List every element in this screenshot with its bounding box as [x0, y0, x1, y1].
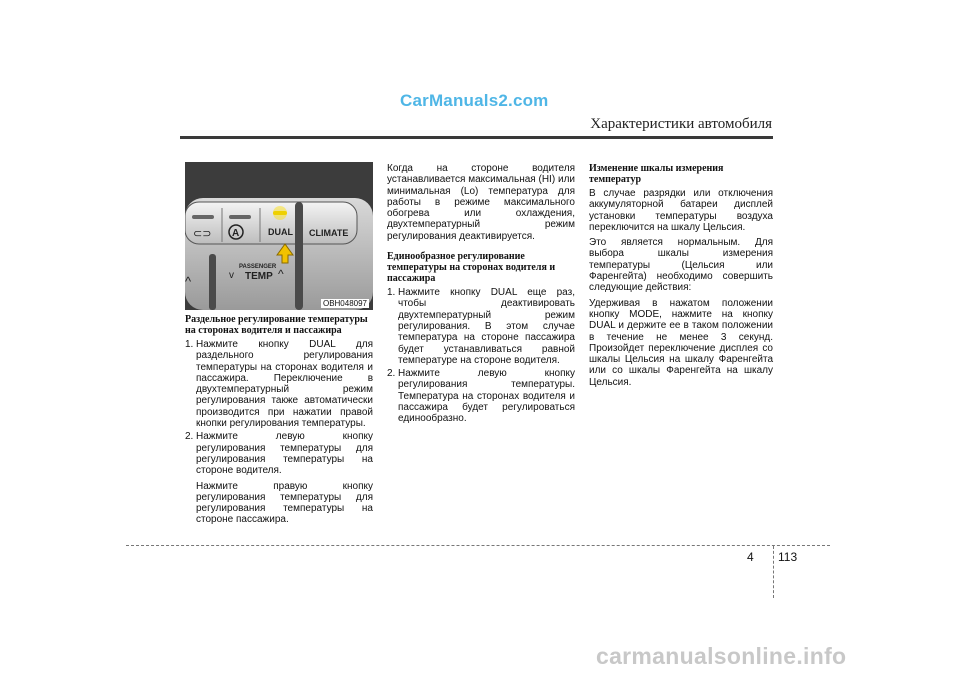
list-item — [185, 431, 373, 476]
list-item — [387, 287, 575, 366]
list-item-subparagraph: Нажмите правую кнопку регулирования температуры для регулирования температуры на стороне пассажира. — [196, 480, 373, 526]
heading-separate-temperature: Раздельное регулирование температуры на сторонах водителя и пассажира — [185, 314, 368, 336]
footer-rule — [126, 545, 830, 546]
list-item — [185, 339, 373, 429]
heading-uniform-temperature: Единообразное регулирование температуры на сторонах водителя и пассажира — [387, 251, 556, 285]
svg-text:⊂⊃: ⊂⊃ — [193, 228, 212, 240]
climate-panel-illustration — [185, 162, 373, 310]
dual-label: DUAL — [268, 227, 293, 237]
list-item-number: 1. — [185, 339, 194, 350]
temp-label: TEMP — [245, 271, 273, 282]
chapter-number: 4 — [747, 550, 754, 564]
watermark-bottom: carmanualsonline.info — [596, 643, 847, 669]
paragraph: Это является нормальным. Для выбора шкалы измерения температуры (Цельсия или Фаренгейта) необходимо совершить следующие действия: — [589, 237, 773, 294]
heading-temperature-scale: Изменение шкалы измерения температур — [589, 163, 724, 185]
column-1 — [185, 162, 373, 526]
list-item-number: 1. — [387, 287, 396, 299]
climate-label: CLIMATE — [309, 228, 349, 238]
column-3 — [589, 163, 773, 392]
passenger-label: PASSENGER — [239, 264, 277, 270]
list-item-number: 2. — [185, 431, 194, 443]
svg-text:v: v — [229, 270, 234, 281]
list-item-text: Нажмите левую кнопку регулирования температуры. Температура на сторонах водителя и пассажира будет регулироваться единообразно. — [398, 368, 575, 425]
header-rule — [180, 136, 773, 139]
footer-divider — [773, 546, 774, 598]
paragraph: Удерживая в нажатом положении кнопку MODE, нажмите на кнопку DUAL и держите ее в таком положении в течение не менее 3 секунд. Произойдет переключение дисплея со шкалы Цельсия на шкалу Фаренгейта или со шкалы Фаренгейта на шкалу Цельсия. — [589, 297, 773, 388]
figure-code: OBH048097 — [322, 299, 367, 308]
climate-control-figure — [185, 162, 373, 310]
watermark-top: CarManuals2.com — [400, 91, 549, 110]
list-item-number: 2. — [387, 368, 396, 380]
list-item — [387, 368, 575, 424]
svg-text:^: ^ — [185, 274, 192, 289]
svg-text:A: A — [232, 228, 240, 239]
list-item-text: Нажмите левую кнопку регулирования температуры для регулирования температуры на стороне водителя. — [196, 431, 373, 477]
column-2 — [387, 163, 575, 427]
section-title: Характеристики автомобиля — [590, 116, 772, 132]
list-item-text: Нажмите кнопку DUAL для раздельного регулирования температуры на сторонах водителя и пассажира. Переключение в двухтемпературный режим регулирования также автоматически производится при нажатии правой кнопки регулирования температуры. — [196, 339, 373, 430]
svg-text:^: ^ — [278, 267, 284, 281]
list-item-text: Нажмите кнопку DUAL еще раз, чтобы деактивировать двухтемпературный режим регулирования. В этом случае температура на стороне пассажира будет устанавливаться равной температуре на стороне водителя. — [398, 287, 575, 366]
page-number: 113 — [778, 550, 798, 564]
paragraph: В случае разрядки или отключения аккумуляторной батареи дисплей установки температуры воздуха переключится на шкалу Цельсия. — [589, 188, 773, 233]
paragraph: Когда на стороне водителя устанавливается максимальная (HI) или минимальная (Lo) температура для работы в режиме максимального обогрева или охлаждения, двухтемпературный режим регулирования деактивируется. — [387, 163, 575, 242]
